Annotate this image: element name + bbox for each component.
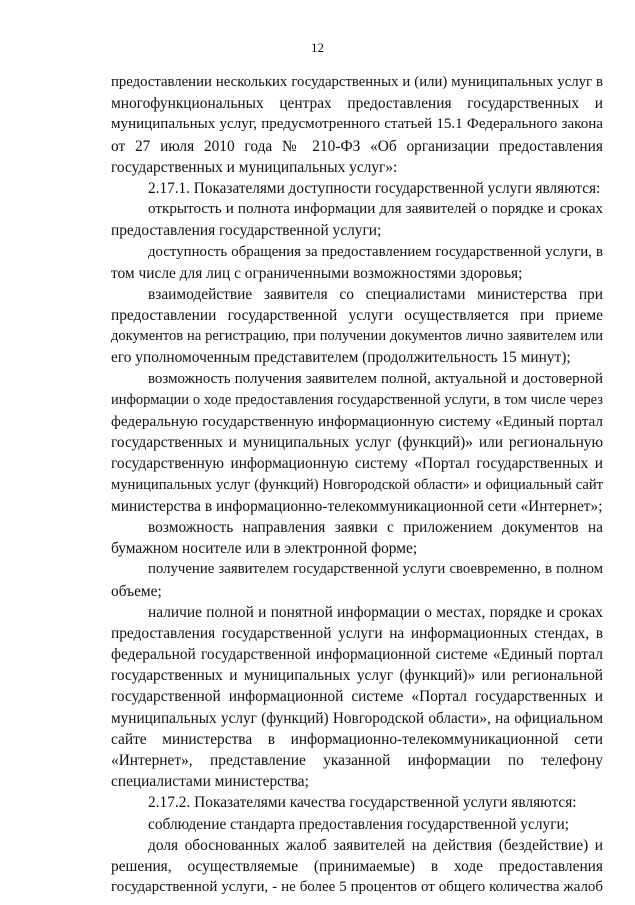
text-line: предоставления государственной услуги; <box>111 222 382 240</box>
text-line: его уполномоченным представителем (продолжительность 15 минут); <box>111 349 571 367</box>
text-line: муниципальных услуг, предусмотренного статьей 15.1 Федерального закона <box>111 116 603 133</box>
text-line: государственной услуги, - не более 5 процентов от общего количества жалоб <box>111 879 603 896</box>
text-line: государственных и муниципальных услуг»: <box>111 158 398 176</box>
text-line: сайте министерства в информационно-телекоммуникационной сети <box>111 730 603 748</box>
text-line: решения, осуществляемые (принимаемые) в ходе предоставления <box>111 857 603 875</box>
text-line: специалистами министерства; <box>111 773 309 791</box>
text-line: возможность направления заявки с приложением документов на <box>148 518 603 536</box>
text-line: муниципальных услуг (функций) Новгородской области» и официальный сайт <box>111 476 603 493</box>
text-line: федеральной государственной информационной системе «Единый портал <box>111 646 603 664</box>
text-line: федеральную государственную информационную систему «Единый портал <box>111 413 603 430</box>
text-line: взаимодействие заявителя со специалистами министерства при <box>148 285 603 303</box>
text-line: соблюдение стандарта предоставления государственной услуги; <box>148 815 570 833</box>
text-line: 2.17.2. Показателями качества государственной услуги являются: <box>148 794 577 812</box>
text-line: от 27 июля 2010 года № 210-ФЗ «Об организации предоставления <box>111 137 603 155</box>
page-number: 12 <box>311 40 324 55</box>
text-line: «Интернет», представление указанной информации по телефону <box>111 752 603 769</box>
text-line: документов на регистрацию, при получении документов лично заявителем или <box>111 328 603 345</box>
text-line: открытость и полнота информации для заявителей о порядке и сроках <box>148 201 603 218</box>
text-line: том числе для лиц с ограниченными возможностями здоровья; <box>111 264 523 282</box>
document-body <box>111 72 603 898</box>
text-line: государственных и муниципальных услуг (функций)» или региональной <box>111 667 603 685</box>
text-line: предоставлении государственной услуги осуществляется при приеме <box>111 307 603 325</box>
text-line: многофункциональных центрах предоставления государственных и <box>111 95 603 113</box>
text-line: муниципальных услуг (функций) Новгородской области», на официальном <box>111 709 603 727</box>
text-line: министерства в информационно-телекоммуникационной сети «Интернет»; <box>111 497 603 515</box>
text-line: доступность обращения за предоставлением государственной услуги, в <box>148 243 603 260</box>
text-line: информации о ходе предоставления государственной услуги, в том числе через <box>111 391 603 408</box>
text-line: государственных и муниципальных услуг (функций)» или региональную <box>111 434 603 452</box>
text-line: 2.17.1. Показателями доступности государственной услуги являются: <box>148 179 601 197</box>
text-line: предоставления государственной услуги на информационных стендах, в <box>111 624 603 642</box>
text-line: государственную информационную систему «Портал государственных и <box>111 455 603 473</box>
text-line: объеме; <box>111 582 162 600</box>
text-line: получение заявителем государственной услуги своевременно, в полном <box>148 561 603 578</box>
text-line: наличие полной и понятной информации о местах, порядке и сроках <box>148 603 603 621</box>
text-line: предоставлении нескольких государственных и (или) муниципальных услуг в <box>111 74 603 90</box>
text-line: доля обоснованных жалоб заявителей на действия (бездействие) и <box>148 836 603 854</box>
text-line: государственной информационной системе «Портал государственных и <box>111 688 603 706</box>
text-line: возможность получения заявителем полной, актуальной и достоверной <box>148 370 603 387</box>
text-line: бумажном носителе или в электронной форме; <box>111 540 418 558</box>
